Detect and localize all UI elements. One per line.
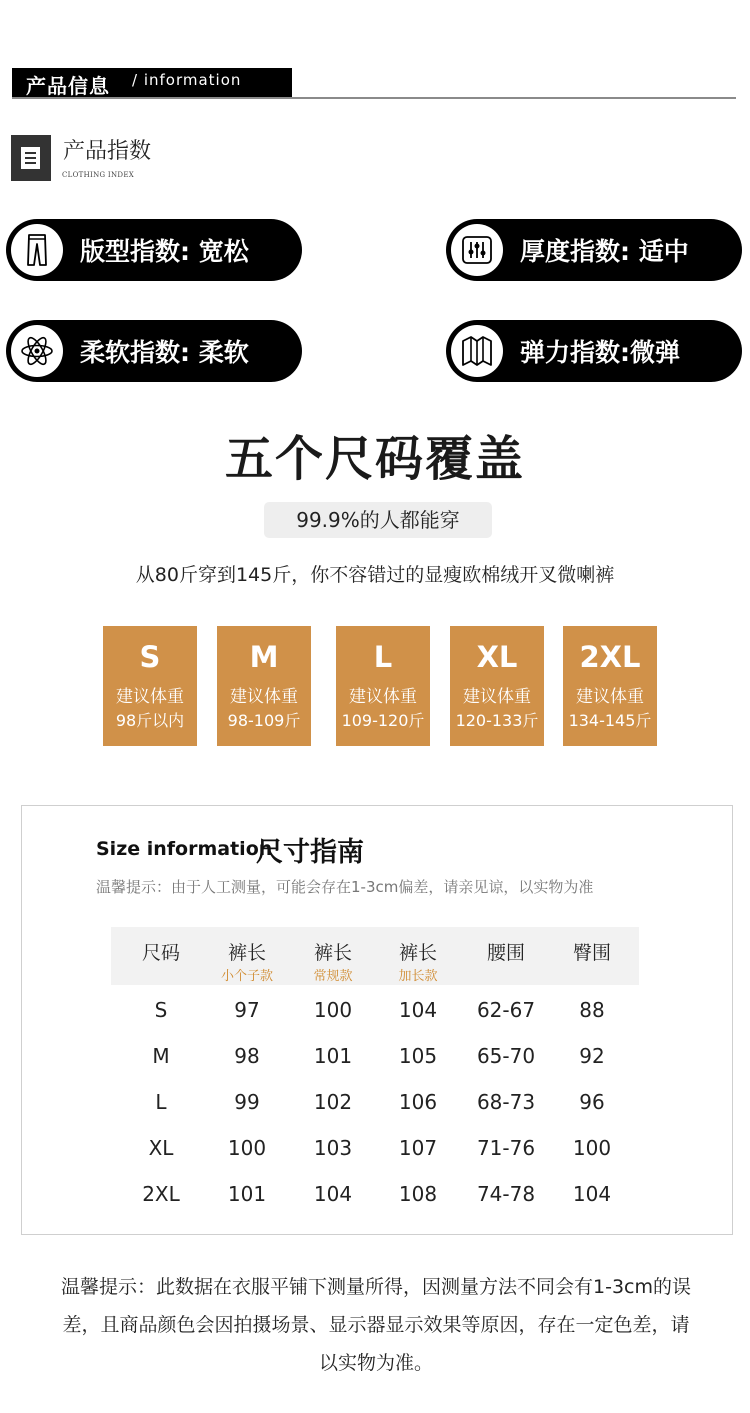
- size-card-label: 建议体重: [349, 687, 417, 707]
- table-cell: 2XL: [142, 1182, 180, 1206]
- clothing-index-subtitle: CLOTHING INDEX: [62, 171, 135, 179]
- hero-title: 五个尺码覆盖: [224, 431, 525, 487]
- table-header-length-petite-sub: 小个子款: [220, 969, 273, 984]
- section-header-divider: [12, 97, 736, 99]
- size-card-weight: 120-133斤: [455, 711, 539, 730]
- footer-note: [40, 1268, 712, 1382]
- size-card-size: XL: [476, 640, 518, 674]
- size-card-weight: 109-120斤: [341, 711, 425, 730]
- size-card-m: [217, 626, 311, 746]
- table-cell: 102: [313, 1090, 353, 1114]
- size-table-title-en: Size information: [96, 838, 273, 860]
- size-card-label: 建议体重: [463, 687, 531, 707]
- table-cell: XL: [148, 1136, 174, 1160]
- table-cell: 105: [398, 1044, 438, 1068]
- fit-index-pill: [6, 219, 302, 281]
- table-cell: 62-67: [476, 998, 536, 1022]
- table-cell: 74-78: [476, 1182, 536, 1206]
- table-cell: S: [154, 998, 168, 1022]
- table-cell: 106: [398, 1090, 438, 1114]
- footer-note-line: 以实物为准。: [318, 1352, 433, 1374]
- table-cell: 71-76: [476, 1136, 536, 1160]
- thickness-index-label: 厚度指数: 适中: [520, 237, 689, 266]
- table-cell: 97: [234, 998, 260, 1022]
- table-header-length-long-sub: 加长款: [398, 969, 438, 984]
- softness-index-label: 柔软指数: 柔软: [80, 338, 249, 367]
- size-card-size: 2XL: [579, 640, 641, 674]
- footer-note-line: 温馨提示：此数据在衣服平铺下测量所得，因测量方法不同会有1-3cm的误: [61, 1276, 691, 1298]
- table-header-waist: 腰围: [486, 942, 525, 964]
- fit-index-label: 版型指数: 宽松: [80, 237, 249, 266]
- table-cell: 104: [572, 1182, 612, 1206]
- pants-icon: [11, 224, 63, 276]
- table-cell: M: [152, 1044, 170, 1068]
- table-cell: 65-70: [476, 1044, 536, 1068]
- size-card-label: 建议体重: [116, 687, 184, 707]
- size-card-size: M: [249, 640, 279, 674]
- table-cell: 99: [234, 1090, 260, 1114]
- table-header-size: 尺码: [141, 942, 180, 964]
- table-cell: 103: [313, 1136, 353, 1160]
- size-card-size: L: [373, 640, 393, 674]
- section-header-title: 产品信息: [26, 74, 110, 98]
- table-cell: 100: [227, 1136, 267, 1160]
- size-card-l: [336, 626, 430, 746]
- table-cell: 100: [572, 1136, 612, 1160]
- table-cell: L: [155, 1090, 167, 1114]
- atom-icon: [11, 325, 63, 377]
- table-header-hip: 臀围: [572, 942, 611, 964]
- size-table-title-cn: 尺寸指南: [256, 837, 364, 868]
- elasticity-index-label: 弹力指数:微弹: [520, 338, 680, 367]
- table-cell: 88: [579, 998, 605, 1022]
- footer-note-line: 差，且商品颜色会因拍摄场景、显示器显示效果等原因，存在一定色差，请: [62, 1314, 690, 1336]
- size-card-size: S: [139, 640, 161, 674]
- table-cell: 92: [579, 1044, 605, 1068]
- size-card-xl: [450, 626, 544, 746]
- document-icon: [11, 135, 51, 181]
- hero-description: 从80斤穿到145斤，你不容错过的显瘦欧棉绒开叉微喇裤: [135, 564, 615, 586]
- size-card-s: [103, 626, 197, 746]
- hero-badge: 99.9%的人都能穿: [264, 502, 492, 538]
- section-header-subtitle: / information: [132, 71, 242, 89]
- size-table-note: 温馨提示：由于人工测量，可能会存在1-3cm偏差，请亲见谅，以实物为准: [96, 878, 594, 896]
- table-cell: 101: [227, 1182, 267, 1206]
- thickness-index-pill: [446, 219, 742, 281]
- size-card-weight: 98斤以内: [115, 711, 185, 730]
- size-card-weight: 98-109斤: [227, 711, 301, 730]
- table-cell: 100: [313, 998, 353, 1022]
- table-cell: 68-73: [476, 1090, 536, 1114]
- table-header-length-long: 裤长: [398, 942, 437, 964]
- table-cell: 108: [398, 1182, 438, 1206]
- folded-map-icon: [451, 325, 503, 377]
- elasticity-index-pill: [446, 320, 742, 382]
- table-cell: 107: [398, 1136, 438, 1160]
- clothing-index-title: 产品指数: [63, 139, 152, 164]
- size-card-label: 建议体重: [576, 687, 644, 707]
- table-header-length-regular: 裤长: [313, 942, 352, 964]
- table-cell: 101: [313, 1044, 353, 1068]
- size-card-weight: 134-145斤: [568, 711, 652, 730]
- table-cell: 98: [234, 1044, 260, 1068]
- size-card-label: 建议体重: [230, 687, 298, 707]
- table-cell: 104: [313, 1182, 353, 1206]
- table-cell: 96: [579, 1090, 605, 1114]
- table-cell: 104: [398, 998, 438, 1022]
- table-header-length-petite: 裤长: [227, 942, 266, 964]
- sliders-icon: [451, 224, 503, 276]
- table-header-length-regular-sub: 常规款: [313, 969, 353, 984]
- softness-index-pill: [6, 320, 302, 382]
- size-card-2xl: [563, 626, 657, 746]
